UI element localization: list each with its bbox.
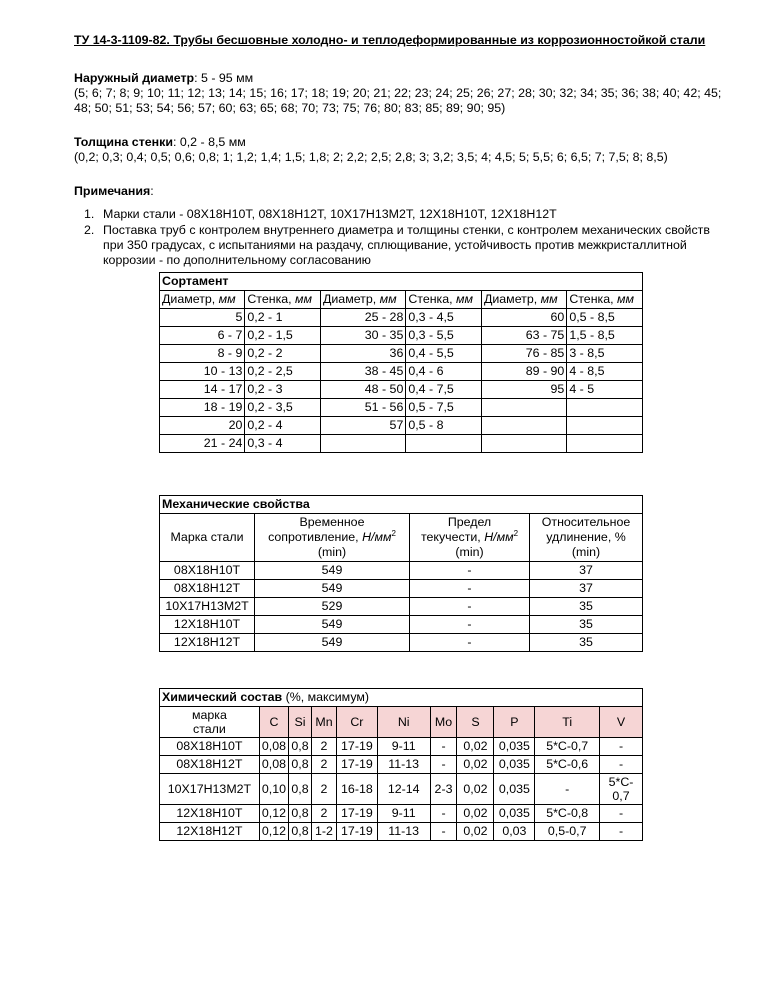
table-row [160, 580, 643, 598]
elongation-cell: 37 [530, 562, 643, 580]
value-cell: 5*C-0,6 [535, 756, 600, 774]
diameter-cell: 6 - 7 [160, 327, 245, 345]
table-row [160, 805, 643, 823]
value-cell: 16-18 [336, 774, 377, 805]
wall-range: : 0,2 - 8,5 мм [172, 135, 246, 149]
wall-cell: 0,5 - 8 [406, 417, 482, 435]
value-cell: 1-2 [312, 823, 337, 841]
mech-caption: Механические свойства [160, 496, 643, 514]
value-cell: 0,8 [289, 738, 312, 756]
document-page [0, 0, 768, 268]
wall-cell: 0,2 - 1,5 [245, 327, 321, 345]
tensile-cell: 549 [255, 562, 410, 580]
diameter-cell: 21 - 24 [160, 435, 245, 453]
mech-header-tensile: Временное сопротивление, $Н/мм^2$ (min) [255, 514, 410, 562]
outer-diameter-section [74, 71, 728, 116]
value-cell: - [600, 823, 643, 841]
diameter-cell: 48 - 50 [320, 381, 405, 399]
value-cell: 17-19 [336, 823, 377, 841]
grade-cell: 08Х18Н12Т [160, 756, 260, 774]
tensile-cell: 529 [255, 598, 410, 616]
value-cell: 0,035 [494, 805, 535, 823]
wall-cell: 0,5 - 7,5 [406, 399, 482, 417]
notes-section: Примечания: 1. Марки стали - 08Х18Н10Т, 08Х18Н12Т, 10Х17Н13М2Т, 12Х18Н10Т, 12Х18Н12Т 2. Поставка труб с контролем внутреннего диаметра и толщины стенки, с контролем механических свойств при 350 градусах, с испытаниями на раздачу, сплющивание, устойчивость против межкристаллитной коррозии - по дополнительному согласованию [74, 184, 728, 268]
value-cell: 2-3 [430, 774, 457, 805]
value-cell: - [600, 738, 643, 756]
table-row [160, 309, 643, 327]
value-cell: 0,02 [457, 805, 494, 823]
element-header: S [457, 707, 494, 738]
mechanical-properties-table [159, 495, 643, 652]
outer-diameter-range: : 5 - 95 мм [194, 71, 254, 85]
wall-cell [567, 399, 643, 417]
diameter-cell: 38 - 45 [320, 363, 405, 381]
diameter-cell: 57 [320, 417, 405, 435]
value-cell: 0,8 [289, 823, 312, 841]
element-header: Ti [535, 707, 600, 738]
diameter-cell: 20 [160, 417, 245, 435]
grade-cell: 12Х18Н10Т [160, 616, 255, 634]
grade-cell: 12Х18Н12Т [160, 823, 260, 841]
chem-caption: Химический состав (%, максимум) [160, 689, 643, 707]
diameter-cell: 8 - 9 [160, 345, 245, 363]
chem-body [160, 738, 643, 841]
value-cell: 2 [312, 805, 337, 823]
element-header: Ni [377, 707, 430, 738]
wall-cell: 0,3 - 4 [245, 435, 321, 453]
value-cell: 0,02 [457, 774, 494, 805]
value-cell: 9-11 [377, 738, 430, 756]
wall-values: (0,2; 0,3; 0,4; 0,5; 0,6; 0,8; 1; 1,2; 1,4; 1,5; 1,8; 2; 2,2; 2,5; 2,8; 3; 3,2; 3,5; 4; 4,5; 5; 5,5; 6; 6,5; 7; 7,5; 8; 8,5) [74, 150, 668, 164]
notes-label: Примечания [74, 184, 151, 198]
wall-cell: 0,5 - 8,5 [567, 309, 643, 327]
grade-cell: 10Х17Н13М2Т [160, 598, 255, 616]
diameter-cell [481, 417, 566, 435]
table-row [160, 756, 643, 774]
outer-diameter-label: Наружный диаметр [74, 71, 195, 85]
grade-cell: 08Х18Н10Т [160, 738, 260, 756]
grade-cell: 08Х18Н12Т [160, 580, 255, 598]
wall-cell: 0,2 - 2,5 [245, 363, 321, 381]
yield-cell: - [410, 598, 530, 616]
wall-cell: 1,5 - 8,5 [567, 327, 643, 345]
element-header: Mn [312, 707, 337, 738]
table-row [160, 634, 643, 652]
table-row [160, 381, 643, 399]
wall-cell [567, 435, 643, 453]
diameter-cell: 63 - 75 [481, 327, 566, 345]
diameter-cell: 36 [320, 345, 405, 363]
value-cell: 0,12 [259, 823, 288, 841]
yield-cell: - [410, 634, 530, 652]
diameter-cell: 10 - 13 [160, 363, 245, 381]
tensile-cell: 549 [255, 616, 410, 634]
elongation-cell: 35 [530, 598, 643, 616]
diameter-cell: 30 - 35 [320, 327, 405, 345]
elongation-cell: 35 [530, 634, 643, 652]
value-cell: - [430, 805, 457, 823]
value-cell: - [430, 738, 457, 756]
value-cell: 9-11 [377, 805, 430, 823]
wall-cell: 0,3 - 5,5 [406, 327, 482, 345]
wall-cell: 0,4 - 5,5 [406, 345, 482, 363]
wall-cell [567, 417, 643, 435]
diameter-cell [481, 435, 566, 453]
notes-list [74, 207, 728, 268]
diameter-cell: 60 [481, 309, 566, 327]
wall-cell: 0,2 - 3,5 [245, 399, 321, 417]
value-cell: 0,08 [259, 738, 288, 756]
value-cell: 2 [312, 756, 337, 774]
table-row [160, 327, 643, 345]
table-row [160, 738, 643, 756]
table-row [160, 774, 643, 805]
diameter-cell: 51 - 56 [320, 399, 405, 417]
mech-header-elongation: Относительное удлинение, % (min) [530, 514, 643, 562]
value-cell: 17-19 [336, 738, 377, 756]
value-cell: 0,5-0,7 [535, 823, 600, 841]
value-cell: - [600, 805, 643, 823]
tensile-cell: 549 [255, 580, 410, 598]
yield-cell: - [410, 580, 530, 598]
value-cell: 0,10 [259, 774, 288, 805]
diameter-cell: 5 [160, 309, 245, 327]
mech-header-grade: Марка стали [160, 514, 255, 562]
table-row [160, 345, 643, 363]
diameter-cell: 95 [481, 381, 566, 399]
mech-header-yield: Предел текучести, $Н/мм^2$ (min) [410, 514, 530, 562]
value-cell: 12-14 [377, 774, 430, 805]
value-cell: 11-13 [377, 756, 430, 774]
value-cell: 5*C- 0,7 [600, 774, 643, 805]
wall-section [74, 135, 728, 165]
table-row [160, 598, 643, 616]
elongation-cell: 37 [530, 580, 643, 598]
wall-cell: 0,2 - 4 [245, 417, 321, 435]
diameter-cell: 89 - 90 [481, 363, 566, 381]
wall-cell: 4 - 8,5 [567, 363, 643, 381]
value-cell: 0,03 [494, 823, 535, 841]
table-row [160, 562, 643, 580]
grade-cell: 08Х18Н10Т [160, 562, 255, 580]
wall-cell: 0,2 - 3 [245, 381, 321, 399]
value-cell: 11-13 [377, 823, 430, 841]
value-cell: - [430, 823, 457, 841]
wall-cell: 0,2 - 1 [245, 309, 321, 327]
value-cell: 0,8 [289, 774, 312, 805]
wall-cell: 4 - 5 [567, 381, 643, 399]
wall-cell: 0,3 - 4,5 [406, 309, 482, 327]
element-header: Si [289, 707, 312, 738]
value-cell: 0,8 [289, 805, 312, 823]
grade-cell: 10Х17Н13М2Т [160, 774, 260, 805]
element-header: Mo [430, 707, 457, 738]
sortament-body [160, 309, 643, 453]
value-cell: 0,08 [259, 756, 288, 774]
note-item: 1. Марки стали - 08Х18Н10Т, 08Х18Н12Т, 10Х17Н13М2Т, 12Х18Н10Т, 12Х18Н12Т [84, 207, 557, 221]
tensile-cell: 549 [255, 634, 410, 652]
value-cell: 2 [312, 738, 337, 756]
value-cell: - [430, 756, 457, 774]
diameter-cell [481, 399, 566, 417]
element-header: V [600, 707, 643, 738]
value-cell: 0,02 [457, 738, 494, 756]
chem-header-row [160, 707, 643, 738]
wall-cell: 0,4 - 7,5 [406, 381, 482, 399]
value-cell: 5*C-0,8 [535, 805, 600, 823]
mech-header-row [160, 514, 643, 562]
element-header: C [259, 707, 288, 738]
value-cell: - [535, 774, 600, 805]
yield-cell: - [410, 562, 530, 580]
document-title: ТУ 14-3-1109-82. Трубы бесшовные холодно- и теплодеформированные из коррозионностойкой стали [74, 33, 706, 47]
value-cell: 17-19 [336, 805, 377, 823]
grade-cell: 12Х18Н10Т [160, 805, 260, 823]
chem-header-grade: марка стали [160, 707, 260, 738]
chemical-composition-table [159, 688, 643, 841]
value-cell: 0,12 [259, 805, 288, 823]
sortament-table [159, 272, 643, 453]
element-header: Cr [336, 707, 377, 738]
value-cell: 0,035 [494, 738, 535, 756]
table-row [160, 616, 643, 634]
table-row [160, 823, 643, 841]
value-cell: 0,035 [494, 774, 535, 805]
value-cell: 0,02 [457, 756, 494, 774]
wall-cell: 0,4 - 6 [406, 363, 482, 381]
sortament-header-row: Диаметр, мм Стенка, мм Диаметр, мм Стенка, мм Диаметр, мм Стенка, мм [160, 291, 643, 309]
table-row [160, 363, 643, 381]
value-cell: 0,02 [457, 823, 494, 841]
wall-label: Толщина стенки [74, 135, 173, 149]
wall-cell [406, 435, 482, 453]
wall-cell: 0,2 - 2 [245, 345, 321, 363]
outer-diameter-values: (5; 6; 7; 8; 9; 10; 11; 12; 13; 14; 15; 16; 17; 18; 19; 20; 21; 22; 23; 24; 25; 26; 27; 28; 30; 32; 34; 35; 36; 38; 40; 42; 45; 48; 50; 51; 53; 54; 56; 57; 60; 63; 65; 68; 70; 73; 75; 76; 80; 83; 85; 89; 90; 95) [74, 86, 722, 115]
value-cell: 5*C-0,7 [535, 738, 600, 756]
yield-cell: - [410, 616, 530, 634]
value-cell: 0,8 [289, 756, 312, 774]
diameter-cell [320, 435, 405, 453]
value-cell: 2 [312, 774, 337, 805]
element-header: P [494, 707, 535, 738]
note-item: 2. Поставка труб с контролем внутреннего диаметра и толщины стенки, с контролем механических свойств при 350 градусах, с испытаниями на раздачу, сплющивание, устойчивость против межкристаллитной коррозии - по дополнительному согласованию [84, 223, 710, 267]
value-cell: 0,035 [494, 756, 535, 774]
table-row [160, 435, 643, 453]
mech-body [160, 562, 643, 652]
diameter-cell: 25 - 28 [320, 309, 405, 327]
value-cell: 17-19 [336, 756, 377, 774]
elongation-cell: 35 [530, 616, 643, 634]
diameter-cell: 14 - 17 [160, 381, 245, 399]
grade-cell: 12Х18Н12Т [160, 634, 255, 652]
table-row [160, 399, 643, 417]
table-row [160, 417, 643, 435]
wall-cell: 3 - 8,5 [567, 345, 643, 363]
diameter-cell: 18 - 19 [160, 399, 245, 417]
value-cell: - [600, 756, 643, 774]
diameter-cell: 76 - 85 [481, 345, 566, 363]
sortament-caption: Сортамент [160, 273, 643, 291]
